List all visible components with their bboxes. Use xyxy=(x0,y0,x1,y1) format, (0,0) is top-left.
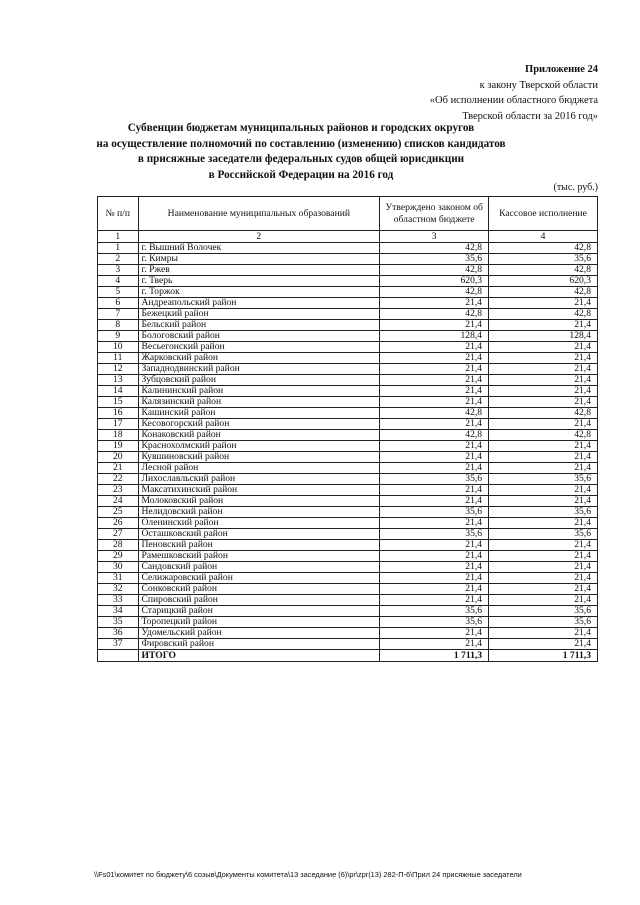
executed-amount: 35,6 xyxy=(489,617,598,628)
row-number: 15 xyxy=(98,397,139,408)
approved-amount: 35,6 xyxy=(380,529,489,540)
row-number: 10 xyxy=(98,342,139,353)
executed-amount: 35,6 xyxy=(489,254,598,265)
approved-amount: 35,6 xyxy=(380,254,489,265)
approved-amount: 21,4 xyxy=(380,540,489,551)
table-row xyxy=(98,518,598,529)
municipality-name: Бельский район xyxy=(138,320,380,331)
executed-amount: 21,4 xyxy=(489,496,598,507)
municipality-name: Удомельский район xyxy=(138,628,380,639)
executed-amount: 21,4 xyxy=(489,342,598,353)
executed-amount: 35,6 xyxy=(489,529,598,540)
municipality-name: Лесной район xyxy=(138,463,380,474)
table-row xyxy=(98,551,598,562)
municipality-name: Фировский район xyxy=(138,639,380,650)
municipality-name: Оленинский район xyxy=(138,518,380,529)
header-approved: Утверждено законом об областном бюджете xyxy=(380,197,489,231)
executed-amount: 35,6 xyxy=(489,507,598,518)
municipality-name: Кашинский район xyxy=(138,408,380,419)
municipality-name: Конаковский район xyxy=(138,430,380,441)
executed-amount: 21,4 xyxy=(489,320,598,331)
approved-amount: 21,4 xyxy=(380,364,489,375)
title-line-4: в Российской Федерации на 2016 год xyxy=(208,168,394,181)
table-row xyxy=(98,375,598,386)
row-number: 31 xyxy=(98,573,139,584)
row-number: 7 xyxy=(98,309,139,320)
header-executed: Кассовое исполнение xyxy=(489,197,598,231)
header-name: Наименование муниципальных образований xyxy=(138,197,380,231)
row-number: 16 xyxy=(98,408,139,419)
table-row xyxy=(98,573,598,584)
table-row xyxy=(98,419,598,430)
row-number: 30 xyxy=(98,562,139,573)
approved-amount: 21,4 xyxy=(380,496,489,507)
approved-amount: 21,4 xyxy=(380,452,489,463)
file-path-footer: \\Fs01\комитет по бюджету\6 созыв\Документы комитета\13 заседание (6)\pr\zpr(13) 282-П-6\Прил 24 присяжные заседатели xyxy=(94,870,522,879)
table-row xyxy=(98,463,598,474)
table-row xyxy=(98,353,598,364)
row-number: 25 xyxy=(98,507,139,518)
table-row xyxy=(98,430,598,441)
approved-amount: 21,4 xyxy=(380,518,489,529)
row-number: 34 xyxy=(98,606,139,617)
executed-amount: 21,4 xyxy=(489,573,598,584)
row-number: 1 xyxy=(98,243,139,254)
approved-amount: 21,4 xyxy=(380,419,489,430)
row-number: 8 xyxy=(98,320,139,331)
approved-amount: 21,4 xyxy=(380,397,489,408)
municipality-name: Западнодвинский район xyxy=(138,364,380,375)
municipality-name: Селижаровский район xyxy=(138,573,380,584)
municipality-name: Старицкий район xyxy=(138,606,380,617)
executed-amount: 35,6 xyxy=(489,606,598,617)
municipality-name: Жарковский район xyxy=(138,353,380,364)
row-number: 9 xyxy=(98,331,139,342)
row-number: 27 xyxy=(98,529,139,540)
header-row xyxy=(98,197,598,231)
executed-amount: 21,4 xyxy=(489,419,598,430)
executed-amount: 21,4 xyxy=(489,562,598,573)
table-row xyxy=(98,364,598,375)
executed-amount: 21,4 xyxy=(489,375,598,386)
row-number: 35 xyxy=(98,617,139,628)
approved-amount: 21,4 xyxy=(380,342,489,353)
column-number: 1 xyxy=(98,231,139,243)
approved-amount: 21,4 xyxy=(380,320,489,331)
municipality-name: Весьегонский район xyxy=(138,342,380,353)
table-body xyxy=(98,243,598,650)
approved-amount: 21,4 xyxy=(380,386,489,397)
approved-amount: 35,6 xyxy=(380,606,489,617)
municipality-name: Осташковский район xyxy=(138,529,380,540)
header-num: № п/п xyxy=(98,197,139,231)
approved-amount: 21,4 xyxy=(380,441,489,452)
row-number: 29 xyxy=(98,551,139,562)
municipality-name: Сонковский район xyxy=(138,584,380,595)
approved-amount: 128,4 xyxy=(380,331,489,342)
table-row xyxy=(98,441,598,452)
municipality-name: Молоковский район xyxy=(138,496,380,507)
table-row xyxy=(98,639,598,650)
approved-amount: 35,6 xyxy=(380,617,489,628)
executed-amount: 21,4 xyxy=(489,364,598,375)
table-row xyxy=(98,265,598,276)
table-row xyxy=(98,584,598,595)
approved-amount: 21,4 xyxy=(380,485,489,496)
approved-amount: 21,4 xyxy=(380,298,489,309)
municipality-name: г. Вышний Волочек xyxy=(138,243,380,254)
table-row xyxy=(98,320,598,331)
title-line-3: в присяжные заседатели федеральных судов общей юрисдикции xyxy=(137,153,465,165)
row-number: 19 xyxy=(98,441,139,452)
table-row xyxy=(98,331,598,342)
total-executed: 1 711,3 xyxy=(489,650,598,662)
executed-amount: 21,4 xyxy=(489,639,598,650)
row-number: 33 xyxy=(98,595,139,606)
table-row xyxy=(98,342,598,353)
executed-amount: 21,4 xyxy=(489,485,598,496)
approved-amount: 21,4 xyxy=(380,584,489,595)
title-line-1: Субвенции бюджетам муниципальных районов и городских округов xyxy=(127,122,475,134)
executed-amount: 42,8 xyxy=(489,309,598,320)
executed-amount: 21,4 xyxy=(489,518,598,529)
executed-amount: 21,4 xyxy=(489,628,598,639)
title-line-2: на осуществление полномочий по составлению (изменению) списков кандидатов xyxy=(96,137,506,150)
table-row xyxy=(98,540,598,551)
municipality-name: Нелидовский район xyxy=(138,507,380,518)
municipality-name: Андреапольский район xyxy=(138,298,380,309)
executed-amount: 42,8 xyxy=(489,430,598,441)
table-row xyxy=(98,617,598,628)
total-row xyxy=(98,650,598,662)
municipality-name: Калязинский район xyxy=(138,397,380,408)
municipality-name: Спировский район xyxy=(138,595,380,606)
approved-amount: 42,8 xyxy=(380,408,489,419)
table-row xyxy=(98,386,598,397)
table-row xyxy=(98,628,598,639)
table-row xyxy=(98,529,598,540)
row-number: 37 xyxy=(98,639,139,650)
executed-amount: 21,4 xyxy=(489,595,598,606)
municipality-name: Сандовский район xyxy=(138,562,380,573)
executed-amount: 21,4 xyxy=(489,397,598,408)
row-number: 14 xyxy=(98,386,139,397)
row-number: 23 xyxy=(98,485,139,496)
row-number: 21 xyxy=(98,463,139,474)
row-number: 18 xyxy=(98,430,139,441)
approved-amount: 42,8 xyxy=(380,309,489,320)
table-row xyxy=(98,606,598,617)
municipality-name: Зубцовский район xyxy=(138,375,380,386)
executed-amount: 21,4 xyxy=(489,452,598,463)
executed-amount: 21,4 xyxy=(489,441,598,452)
approved-amount: 42,8 xyxy=(380,243,489,254)
row-number: 11 xyxy=(98,353,139,364)
municipality-name: Пеновский район xyxy=(138,540,380,551)
subvention-table xyxy=(97,196,598,662)
executed-amount: 42,8 xyxy=(489,265,598,276)
total-label: ИТОГО xyxy=(138,650,380,662)
table-row xyxy=(98,496,598,507)
annex-line-3: Тверской области за 2016 год» xyxy=(462,110,598,122)
units-note: (тыс. руб.) xyxy=(553,182,598,193)
approved-amount: 21,4 xyxy=(380,375,489,386)
executed-amount: 35,6 xyxy=(489,474,598,485)
table-row xyxy=(98,562,598,573)
executed-amount: 620,3 xyxy=(489,276,598,287)
row-number: 6 xyxy=(98,298,139,309)
municipality-name: Калининский район xyxy=(138,386,380,397)
municipality-name: Лихославльский район xyxy=(138,474,380,485)
municipality-name: Кувшиновский район xyxy=(138,452,380,463)
municipality-name: г. Тверь xyxy=(138,276,380,287)
approved-amount: 620,3 xyxy=(380,276,489,287)
row-number: 28 xyxy=(98,540,139,551)
approved-amount: 21,4 xyxy=(380,573,489,584)
executed-amount: 21,4 xyxy=(489,463,598,474)
executed-amount: 21,4 xyxy=(489,386,598,397)
row-number: 13 xyxy=(98,375,139,386)
approved-amount: 21,4 xyxy=(380,639,489,650)
row-number: 5 xyxy=(98,287,139,298)
executed-amount: 128,4 xyxy=(489,331,598,342)
approved-amount: 21,4 xyxy=(380,353,489,364)
table-row xyxy=(98,254,598,265)
annex-block xyxy=(430,62,598,124)
executed-amount: 42,8 xyxy=(489,287,598,298)
table-row xyxy=(98,452,598,463)
table-row xyxy=(98,243,598,254)
total-approved: 1 711,3 xyxy=(380,650,489,662)
municipality-name: Бологовский район xyxy=(138,331,380,342)
municipality-name: Максатихинский район xyxy=(138,485,380,496)
executed-amount: 21,4 xyxy=(489,584,598,595)
municipality-name: Кесовогорский район xyxy=(138,419,380,430)
row-number: 36 xyxy=(98,628,139,639)
municipality-name: Краснохолмский район xyxy=(138,441,380,452)
municipality-name: г. Торжок xyxy=(138,287,380,298)
approved-amount: 21,4 xyxy=(380,463,489,474)
row-number: 24 xyxy=(98,496,139,507)
annex-line-1: к закону Тверской области xyxy=(479,79,598,91)
executed-amount: 42,8 xyxy=(489,408,598,419)
row-number: 32 xyxy=(98,584,139,595)
approved-amount: 42,8 xyxy=(380,287,489,298)
approved-amount: 42,8 xyxy=(380,430,489,441)
annex-line-2: «Об исполнении областного бюджета xyxy=(429,95,598,106)
table-row xyxy=(98,287,598,298)
executed-amount: 21,4 xyxy=(489,551,598,562)
table-row xyxy=(98,485,598,496)
table-row xyxy=(98,298,598,309)
executed-amount: 42,8 xyxy=(489,243,598,254)
approved-amount: 42,8 xyxy=(380,265,489,276)
row-number: 22 xyxy=(98,474,139,485)
row-number: 2 xyxy=(98,254,139,265)
table-row xyxy=(98,276,598,287)
executed-amount: 21,4 xyxy=(489,298,598,309)
column-number: 3 xyxy=(380,231,489,243)
column-number: 2 xyxy=(138,231,380,243)
table-row xyxy=(98,474,598,485)
approved-amount: 35,6 xyxy=(380,474,489,485)
approved-amount: 21,4 xyxy=(380,595,489,606)
total-num-cell xyxy=(98,650,139,662)
municipality-name: Рамешковский район xyxy=(138,551,380,562)
document-title xyxy=(96,121,506,183)
executed-amount: 21,4 xyxy=(489,540,598,551)
municipality-name: г. Кимры xyxy=(138,254,380,265)
table-row xyxy=(98,309,598,320)
row-number: 4 xyxy=(98,276,139,287)
municipality-name: Бежецкий район xyxy=(138,309,380,320)
municipality-name: г. Ржев xyxy=(138,265,380,276)
approved-amount: 35,6 xyxy=(380,507,489,518)
approved-amount: 21,4 xyxy=(380,551,489,562)
row-number: 12 xyxy=(98,364,139,375)
column-number-row xyxy=(98,231,598,243)
row-number: 20 xyxy=(98,452,139,463)
annex-title: Приложение 24 xyxy=(525,64,598,75)
column-number: 4 xyxy=(489,231,598,243)
row-number: 3 xyxy=(98,265,139,276)
municipality-name: Торопецкий район xyxy=(138,617,380,628)
table-row xyxy=(98,595,598,606)
executed-amount: 21,4 xyxy=(489,353,598,364)
approved-amount: 21,4 xyxy=(380,562,489,573)
table-row xyxy=(98,408,598,419)
approved-amount: 21,4 xyxy=(380,628,489,639)
row-number: 26 xyxy=(98,518,139,529)
table-row xyxy=(98,507,598,518)
table-row xyxy=(98,397,598,408)
row-number: 17 xyxy=(98,419,139,430)
